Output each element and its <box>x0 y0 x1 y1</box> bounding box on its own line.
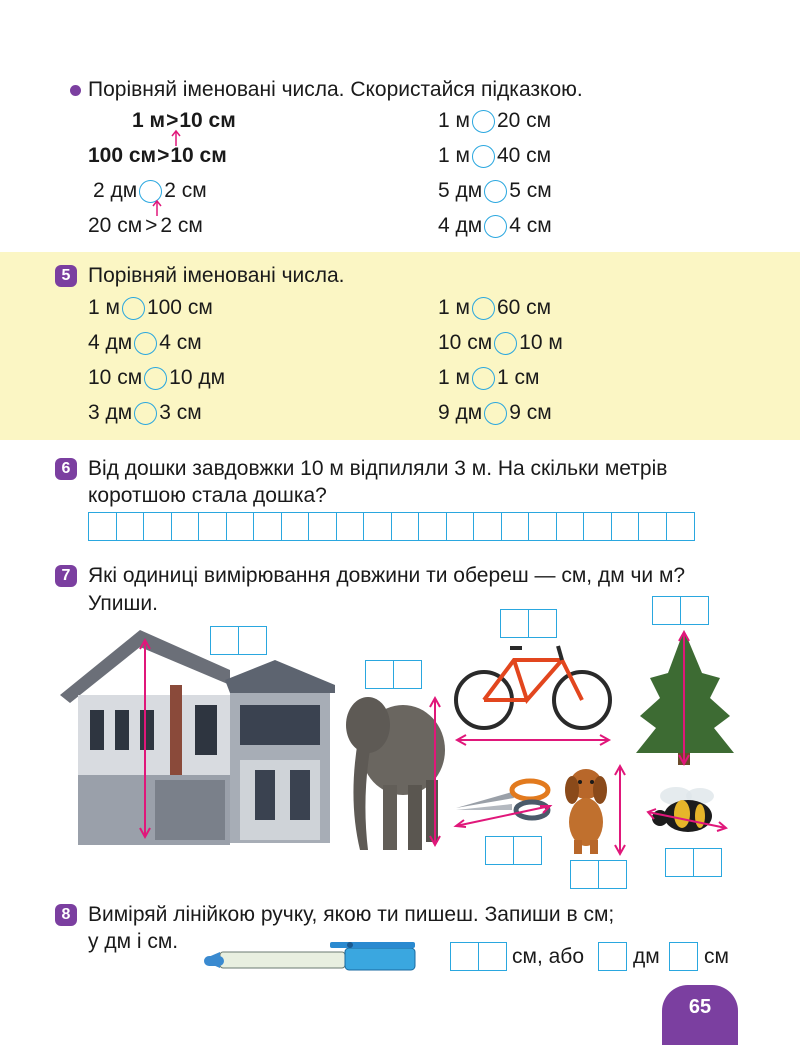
answer-cell[interactable] <box>528 512 557 541</box>
answer-cell[interactable] <box>391 512 420 541</box>
dog-answer-grid[interactable] <box>570 860 625 889</box>
task5-right-2: 10 см 10 м <box>438 331 563 354</box>
compare-circle[interactable] <box>494 332 517 355</box>
answer-cell[interactable] <box>253 512 282 541</box>
task7-text-line2: Упиши. <box>88 592 158 615</box>
bullet-icon <box>70 85 81 96</box>
bicycle-answer-grid[interactable] <box>500 609 555 638</box>
task8-cm2-label: см <box>704 945 729 968</box>
page-number: 65 <box>662 985 738 1045</box>
task7-text-line1: Які одиниці вимірювання довжини ти обереш — см, дм чи м? <box>88 564 686 587</box>
answer-cell[interactable] <box>638 512 667 541</box>
answer-cell[interactable] <box>198 512 227 541</box>
intro-right-1: 1 м 20 см <box>438 109 552 132</box>
answer-cell[interactable] <box>226 512 255 541</box>
answer-cell[interactable] <box>336 512 365 541</box>
bicycle-image <box>452 638 614 748</box>
task6-text-line1: Від дошки завдовжки 10 м відпиляли 3 м. На скільки метрів <box>88 457 668 480</box>
compare-circle[interactable] <box>472 145 495 168</box>
answer-cell[interactable] <box>583 512 612 541</box>
intro-right-3: 5 дм 5 см <box>438 179 552 202</box>
answer-cell[interactable] <box>281 512 310 541</box>
task8-dm-answer-box[interactable] <box>598 942 626 971</box>
hint-line-4: 20 см > 2 см <box>88 214 203 237</box>
task8-dm-label: дм <box>633 945 660 968</box>
scissors-image <box>452 778 554 830</box>
intro-right-2: 1 м 40 см <box>438 144 552 167</box>
answer-cell[interactable] <box>418 512 447 541</box>
task5-right-4: 9 дм 9 см <box>438 401 552 424</box>
tree-answer-grid[interactable] <box>652 596 707 625</box>
answer-cell[interactable] <box>116 512 145 541</box>
task6-text-line2: коротшою стала дошка? <box>88 484 327 507</box>
answer-cell[interactable] <box>473 512 502 541</box>
task8-cm2-answer-box[interactable] <box>669 942 697 971</box>
task5-left-4: 3 дм 3 см <box>88 401 202 424</box>
task5-right-1: 1 м 60 см <box>438 296 552 319</box>
task5-right-3: 1 м 1 см <box>438 366 540 389</box>
answer-cell[interactable] <box>143 512 172 541</box>
house-answer-grid[interactable] <box>210 626 265 655</box>
answer-cell[interactable] <box>501 512 530 541</box>
task8-text-line1: Виміряй лінійкою ручку, якою ти пишеш. Запиши в см; <box>88 903 615 926</box>
hint-line-3: 2 дм 2 см <box>93 179 207 202</box>
compare-circle[interactable] <box>122 297 145 320</box>
compare-circle[interactable] <box>484 215 507 238</box>
compare-circle[interactable] <box>472 110 495 133</box>
task8-cm-answer-grid[interactable] <box>450 942 505 971</box>
answer-cell[interactable] <box>666 512 695 541</box>
hint-line-1: 1 м > 10 см <box>132 109 236 132</box>
compare-circle[interactable] <box>134 332 157 355</box>
task5-number-badge: 5 <box>55 265 77 287</box>
house-image <box>60 625 335 850</box>
answer-cell[interactable] <box>446 512 475 541</box>
elephant-answer-grid[interactable] <box>365 660 420 689</box>
task5-left-3: 10 см 10 дм <box>88 366 226 389</box>
compare-circle[interactable] <box>484 402 507 425</box>
compare-circle[interactable] <box>134 402 157 425</box>
task8-number-badge: 8 <box>55 904 77 926</box>
compare-circle[interactable] <box>472 297 495 320</box>
answer-cell[interactable] <box>171 512 200 541</box>
bumblebee-image <box>642 782 734 842</box>
intro-right-4: 4 дм 4 см <box>438 214 552 237</box>
task8-text-line2: у дм і см. <box>88 930 179 953</box>
compare-circle[interactable] <box>484 180 507 203</box>
compare-circle[interactable] <box>144 367 167 390</box>
answer-cell[interactable] <box>611 512 640 541</box>
dog-image <box>560 762 632 858</box>
pen-image <box>200 938 422 976</box>
task8-cm-label: см, або <box>512 945 584 968</box>
answer-cell[interactable] <box>556 512 585 541</box>
scissors-answer-grid[interactable] <box>485 836 540 865</box>
task7-number-badge: 7 <box>55 565 77 587</box>
task5-left-1: 1 м 100 см <box>88 296 213 319</box>
task6-number-badge: 6 <box>55 458 77 480</box>
bumblebee-answer-grid[interactable] <box>665 848 720 877</box>
answer-cell[interactable] <box>363 512 392 541</box>
compare-circle[interactable] <box>472 367 495 390</box>
task5-left-2: 4 дм 4 см <box>88 331 202 354</box>
answer-cell[interactable] <box>308 512 337 541</box>
tree-image <box>632 628 737 770</box>
hint-line-2: 100 см > 10 см <box>88 144 227 167</box>
intro-title: Порівняй іменовані числа. Скористайся підказкою. <box>88 78 583 101</box>
elephant-image <box>338 690 450 858</box>
task6-answer-grid[interactable] <box>88 512 693 541</box>
task5-title: Порівняй іменовані числа. <box>88 264 345 287</box>
answer-cell[interactable] <box>88 512 117 541</box>
